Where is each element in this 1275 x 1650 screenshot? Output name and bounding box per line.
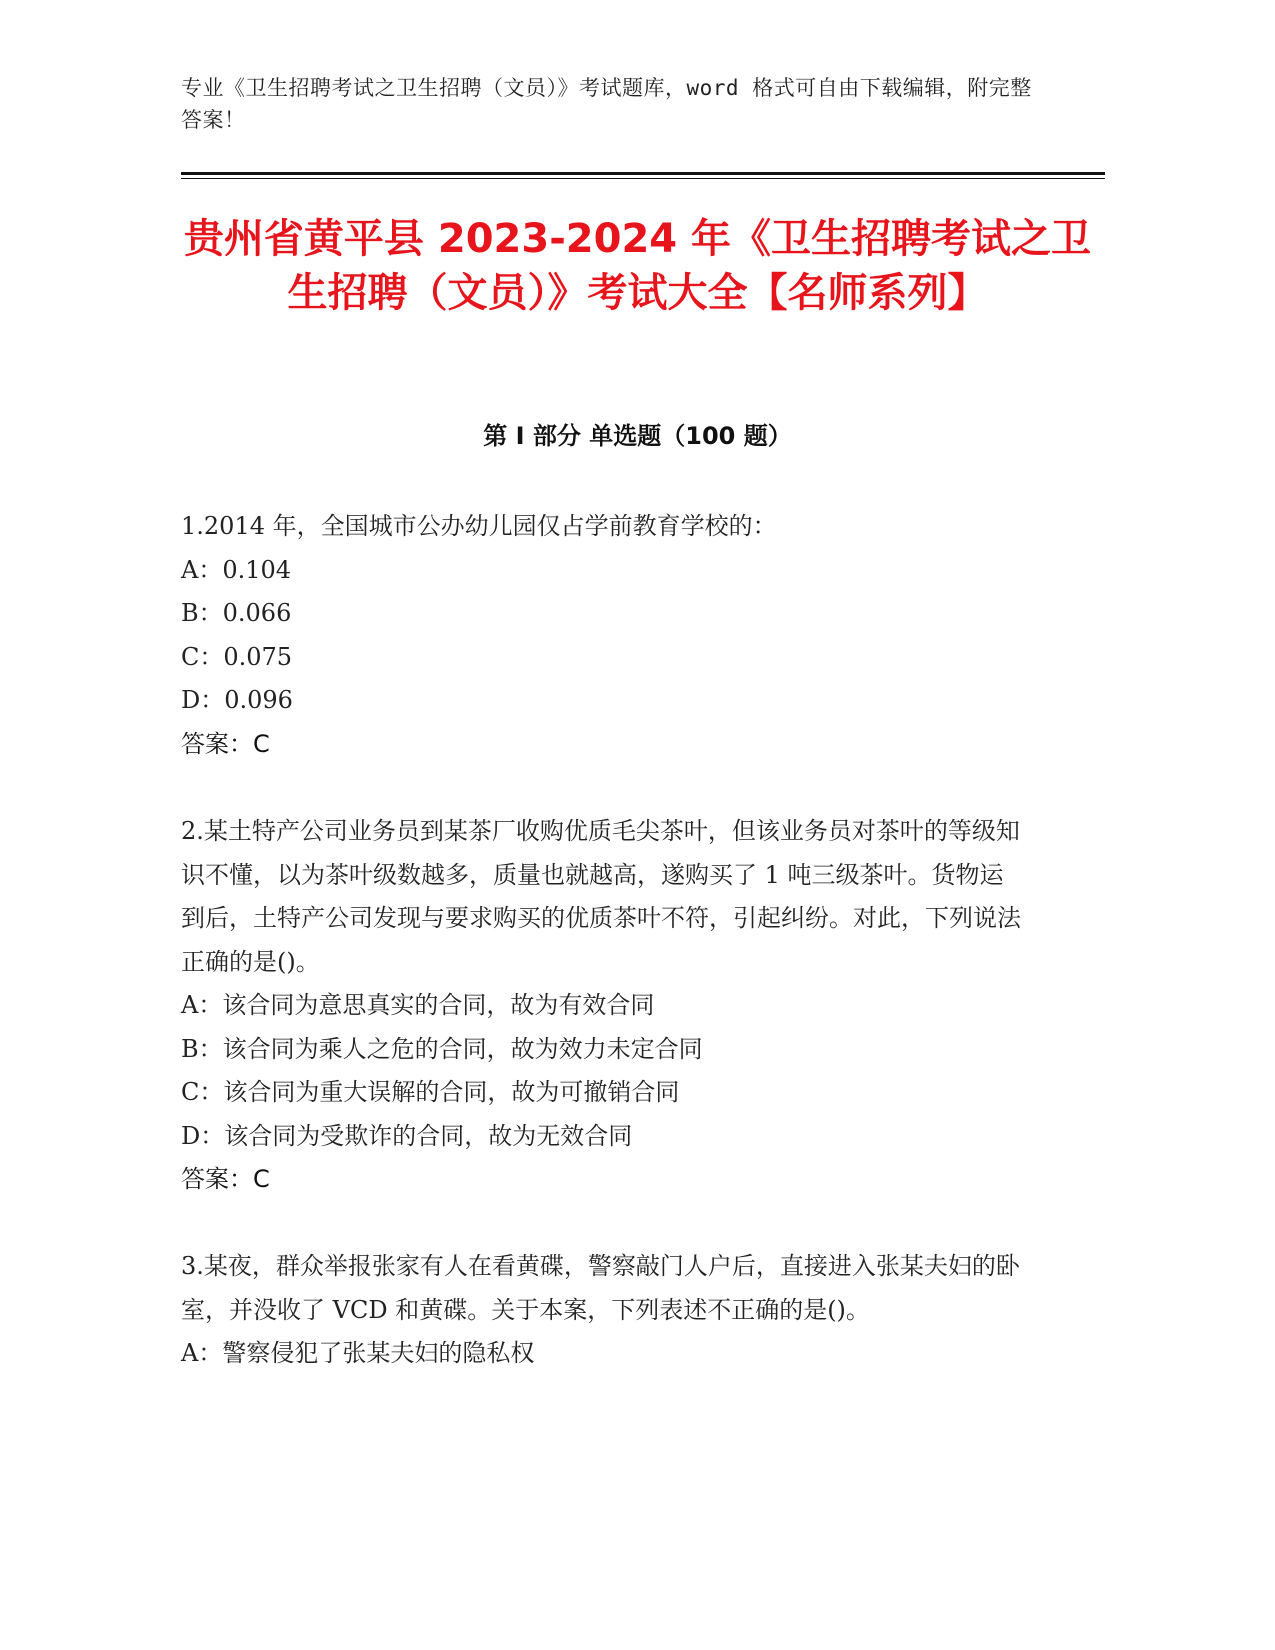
option-b: B：该合同为乘人之危的合同，故为效力未定合同: [181, 1034, 703, 1063]
header-note: 专业《卫生招聘考试之卫生招聘（文员）》考试题库，word 格式可自由下载编辑，附完整答案！: [181, 76, 1032, 132]
question-1: [181, 505, 1021, 766]
question-stem: 3.某夜，群众举报张家有人在看黄碟，警察敲门人户后，直接进入张某夫妇的卧室，并没收了 VCD 和黄碟。关于本案，下列表述不正确的是()。: [181, 1252, 1020, 1324]
answer: 答案：C: [181, 1165, 270, 1193]
header-rule-thin: [181, 178, 1105, 179]
option-b: B：0.066: [181, 599, 292, 627]
question-stem: 2.某土特产公司业务员到某茶厂收购优质毛尖茶叶，但该业务员对茶叶的等级知识不懂，以为茶叶级数越多，质量也就越高，遂购买了 1 吨三级茶叶。货物运到后，土特产公司发现与要求购买的优质茶叶不符，引起纠纷。对此，下列说法正确的是()。: [181, 817, 1021, 976]
question-2: [181, 810, 1021, 1202]
question-3: [181, 1245, 1021, 1376]
option-a: A：警察侵犯了张某夫妇的隐私权: [181, 1339, 535, 1367]
option-a: A：该合同为意思真实的合同，故为有效合同: [181, 991, 655, 1019]
document-title: 贵州省黄平县 2023-2024 年《卫生招聘考试之卫生招聘（文员）》考试大全【名师系列】: [183, 216, 1092, 316]
option-a: A：0.104: [181, 555, 292, 584]
option-c: C：0.075: [181, 642, 293, 671]
answer: 答案：C: [181, 729, 270, 758]
option-c: C：该合同为重大误解的合同，故为可撤销合同: [181, 1078, 680, 1106]
option-d: D：0.096: [181, 686, 293, 714]
option-d: D：该合同为受欺诈的合同，故为无效合同: [181, 1121, 633, 1150]
section-title: 第 I 部分 单选题（100 题）: [483, 422, 792, 450]
question-stem: 1.2014 年，全国城市公办幼儿园仅占学前教育学校的：: [181, 512, 777, 540]
header-rule-thick: [181, 172, 1105, 175]
